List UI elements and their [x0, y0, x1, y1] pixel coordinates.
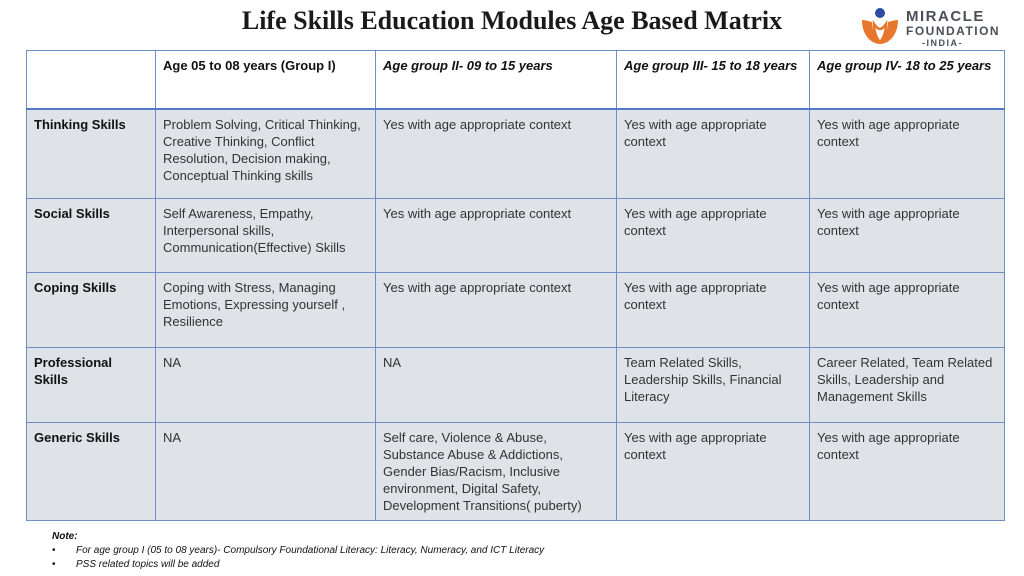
logo-text-india: -INDIA-: [922, 38, 963, 48]
header-cell-group-4: Age group IV- 18 to 25 years: [810, 51, 1005, 109]
note-section: [52, 530, 544, 572]
note-item: • PSS related topics will be added: [52, 558, 544, 572]
table-cell: Yes with age appropriate context: [617, 199, 810, 273]
table-cell: Problem Solving, Critical Thinking, Creative Thinking, Conflict Resolution, Decision making, Conceptual Thinking skills: [156, 109, 376, 199]
logo-text-foundation: FOUNDATION: [906, 24, 1001, 38]
row-label: Generic Skills: [27, 423, 156, 521]
table-cell: Yes with age appropriate context: [617, 423, 810, 521]
table-cell: Self care, Violence & Abuse, Substance Abuse & Addictions, Gender Bias/Racism, Inclusive environment, Digital Safety, Development Transitions( puberty): [376, 423, 617, 521]
header-cell-group-3: Age group III- 15 to 18 years: [617, 51, 810, 109]
skills-matrix-table: [26, 50, 1005, 521]
table-cell: Self Awareness, Empathy, Interpersonal skills, Communication(Effective) Skills: [156, 199, 376, 273]
page-title: Life Skills Education Modules Age Based Matrix: [241, 6, 783, 35]
table-cell: Team Related Skills, Leadership Skills, Financial Literacy: [617, 348, 810, 423]
table-cell: Yes with age appropriate context: [617, 109, 810, 199]
table-row-professional-skills: [27, 348, 1005, 423]
table-row-thinking-skills: [27, 109, 1005, 199]
table-cell: Yes with age appropriate context: [810, 199, 1005, 273]
table-cell: Coping with Stress, Managing Emotions, Expressing yourself , Resilience: [156, 273, 376, 348]
logo-text-miracle: MIRACLE: [906, 8, 985, 25]
table-cell: NA: [156, 348, 376, 423]
table-header-row: [27, 51, 1005, 109]
table-row-social-skills: [27, 199, 1005, 273]
table-cell: NA: [156, 423, 376, 521]
row-label: Social Skills: [27, 199, 156, 273]
table-cell: NA: [376, 348, 617, 423]
table-cell: Yes with age appropriate context: [810, 109, 1005, 199]
row-label: Professional Skills: [27, 348, 156, 423]
row-label: Thinking Skills: [27, 109, 156, 199]
table-cell: Yes with age appropriate context: [376, 273, 617, 348]
row-label: Coping Skills: [27, 273, 156, 348]
table-cell: Yes with age appropriate context: [376, 199, 617, 273]
table-cell: Yes with age appropriate context: [810, 423, 1005, 521]
header-cell-empty: [27, 51, 156, 109]
table-row-generic-skills: [27, 423, 1005, 521]
table-cell: Yes with age appropriate context: [376, 109, 617, 199]
table-cell: Yes with age appropriate context: [617, 273, 810, 348]
note-title: Note:: [52, 531, 78, 542]
note-item: • For age group I (05 to 08 years)- Compulsory Foundational Literacy: Literacy, Numeracy, and ICT Literacy: [52, 544, 544, 558]
header-cell-group-2: Age group II- 09 to 15 years: [376, 51, 617, 109]
lotus-person-icon: [858, 4, 902, 48]
table-cell: Yes with age appropriate context: [810, 273, 1005, 348]
miracle-foundation-logo: [858, 4, 1008, 48]
table-row-coping-skills: [27, 273, 1005, 348]
table-cell: Career Related, Team Related Skills, Leadership and Management Skills: [810, 348, 1005, 423]
header-cell-group-1: Age 05 to 08 years (Group I): [156, 51, 376, 109]
